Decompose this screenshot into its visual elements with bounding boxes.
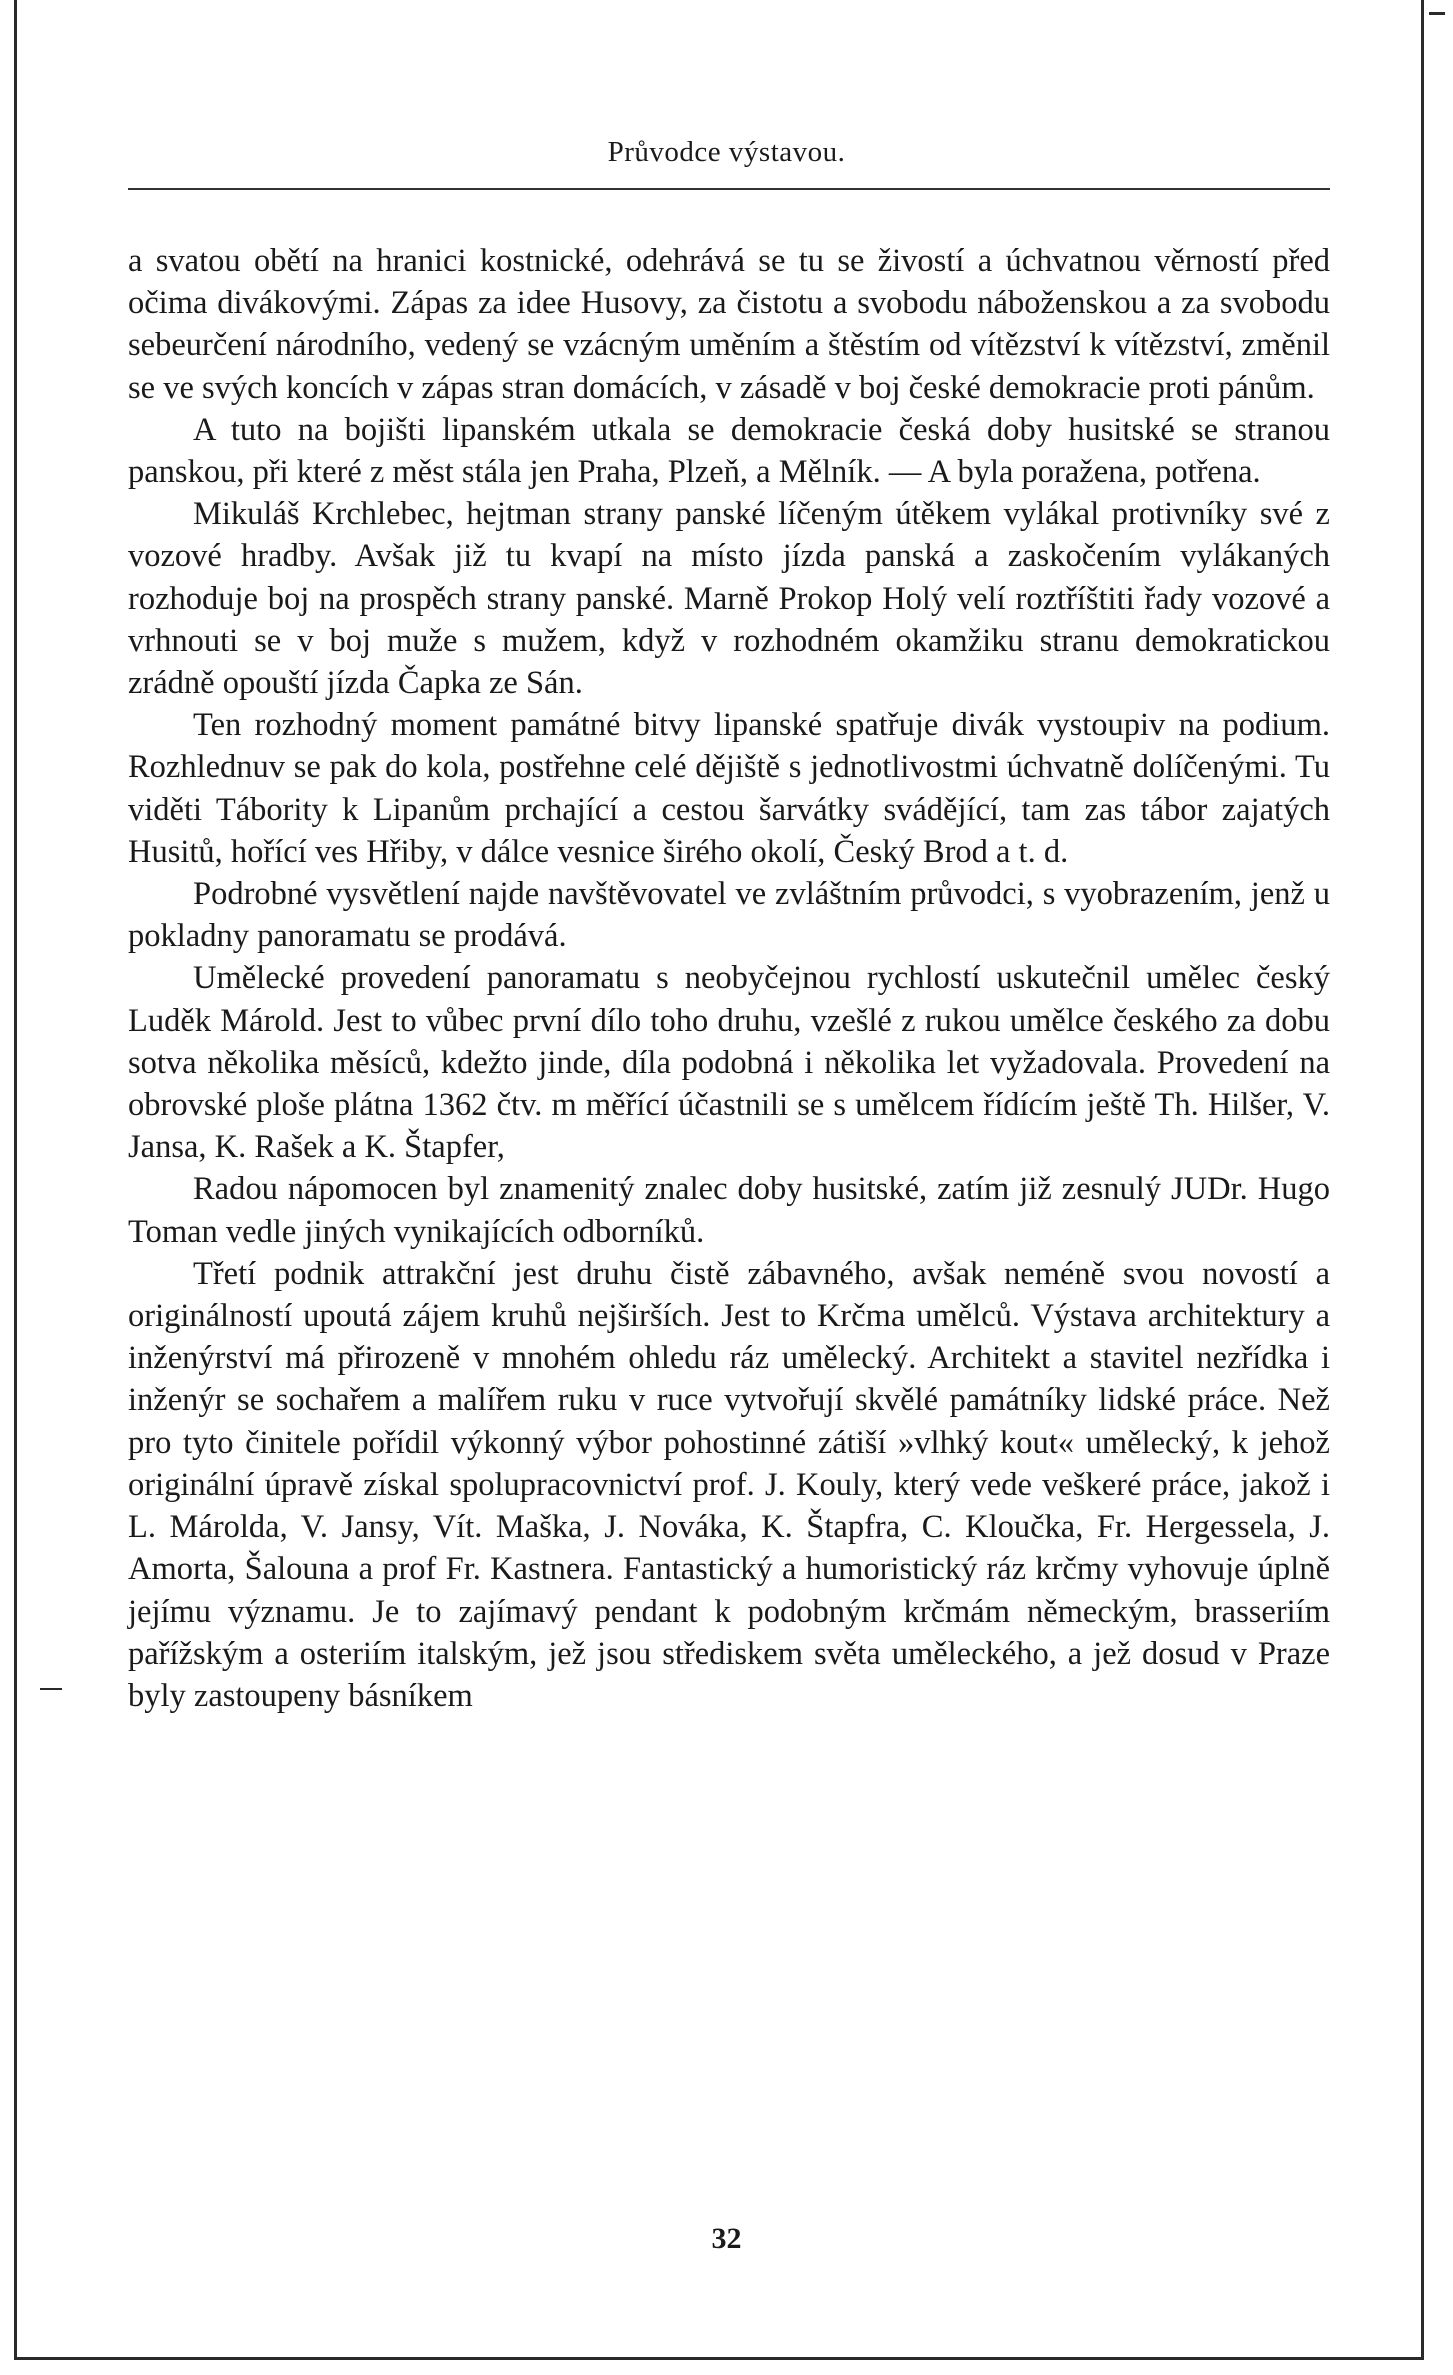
page-number: 32 bbox=[711, 2222, 742, 2255]
paragraph-4: Ten rozhodný moment památné bitvy lipanské spatřuje divák vystoupiv na podium. Rozhlednuv se pak do kola, postřehne celé dějiště s jednotlivostmi úchvatně dolíčenými. Tu viděti Tábority k Lipanům prchající a cestou šarvátky svádějící, tam zas tábor zajatých Husitů, hořící ves Hřiby, v dálce vesnice širého okolí, Český Brod a t. d. bbox=[128, 707, 1330, 870]
running-header: Průvodce výstavou. bbox=[607, 136, 846, 168]
paragraph-6: Umělecké provedení panoramatu s neobyčejnou rychlostí uskutečnil umělec český Luděk Márold. Jest to vůbec první dílo toho druhu, vzešlé z rukou umělce českého za dobu sotva několika měsíců, kdežto jinde, díla podobná i několika let vyžadovala. Provedení na obrovské ploše plátna 1362 čtv. m měřící účastnili se s umělcem řídícím ještě Th. Hilšer, V. Jansa, K. Rašek a K. Štapfer, bbox=[128, 960, 1330, 1166]
paragraph-7: Radou nápomocen byl znamenitý znalec doby husitské, zatím již zesnulý JUDr. Hugo Toman vedle jiných vynikajících odborníků. bbox=[128, 1171, 1330, 1250]
paragraph-8: Třetí podnik attrakční jest druhu čistě zábavného, avšak neméně svou novostí a originálností upoutá zájem kruhů nejširších. Jest to Krčma umělců. Výstava architektury a inženýrství má přirozeně v mnohém ohledu ráz umělecký. Architekt a stavitel nezřídka i inženýr se sochařem a malířem ruku v ruce vytvořují skvělé památníky lidské práce. Než pro tyto činitele pořídil výkonný výbor pohostinné zátiší »vlhký kout« umělecký, k jehož originální úpravě získal spolupracovnictví prof. J. Kouly, který vede veškeré práce, jakož i L. Márolda, V. Jansy, Vít. Maška, J. Nováka, K. Štapfra, C. Kloučka, Fr. Hergessela, J. Amorta, Šalouna a prof Fr. Kastnera. Fantastický a humoristický ráz krčmy vyhovuje úplně jejímu významu. Je to zajímavý pendant k podobným krčmám německým, brasseriím pařížským a osteriím italským, jež jsou střediskem světa uměleckého, a jež dosud v Praze byly zastoupeny básníkem bbox=[128, 1255, 1330, 1714]
margin-tick-mark bbox=[40, 1688, 62, 1690]
paragraph-1: a svatou obětí na hranici kostnické, odehrává se tu se živostí a úchvatnou věrností před očima divákovými. Zápas za idee Husovy, za čistotu a svobodu náboženskou a za svobodu sebeurčení národního, vedený se vzácným uměním a štěstím od vítězství k vítězství, změnil se ve svých koncích v zápas stran domácích, v zásadě v boj české demokracie proti pánům. bbox=[128, 243, 1330, 406]
paragraph-2: A tuto na bojišti lipanském utkala se demokracie česká doby husitské se stranou panskou, při které z měst stála jen Praha, Plzeň, a Mělník. — A byla poražena, potřena. bbox=[128, 411, 1330, 491]
edge-mark bbox=[1429, 12, 1445, 15]
paragraph-5: Podrobné vysvětlení najde navštěvovatel ve zvláštním průvodci, s vyobrazením, jenž u pokladny panoramatu se prodává. bbox=[128, 876, 1330, 955]
paragraph-3: Mikuláš Krchlebec, hejtman strany panské líčeným útěkem vylákal protivníky své z vozové hradby. Avšak již tu kvapí na místo jízda panská a zaskočením vylákaných rozhoduje boj na prospěch strany panské. Marně Prokop Holý velí roztříštiti řady vozové a vrhnouti se v boj muže s mužem, když v rozhodném okamžiku stranu demokratickou zrádně opouští jízda Čapka ze Sán. bbox=[128, 496, 1330, 702]
body-text bbox=[128, 240, 1330, 1717]
header-rule bbox=[128, 188, 1330, 190]
